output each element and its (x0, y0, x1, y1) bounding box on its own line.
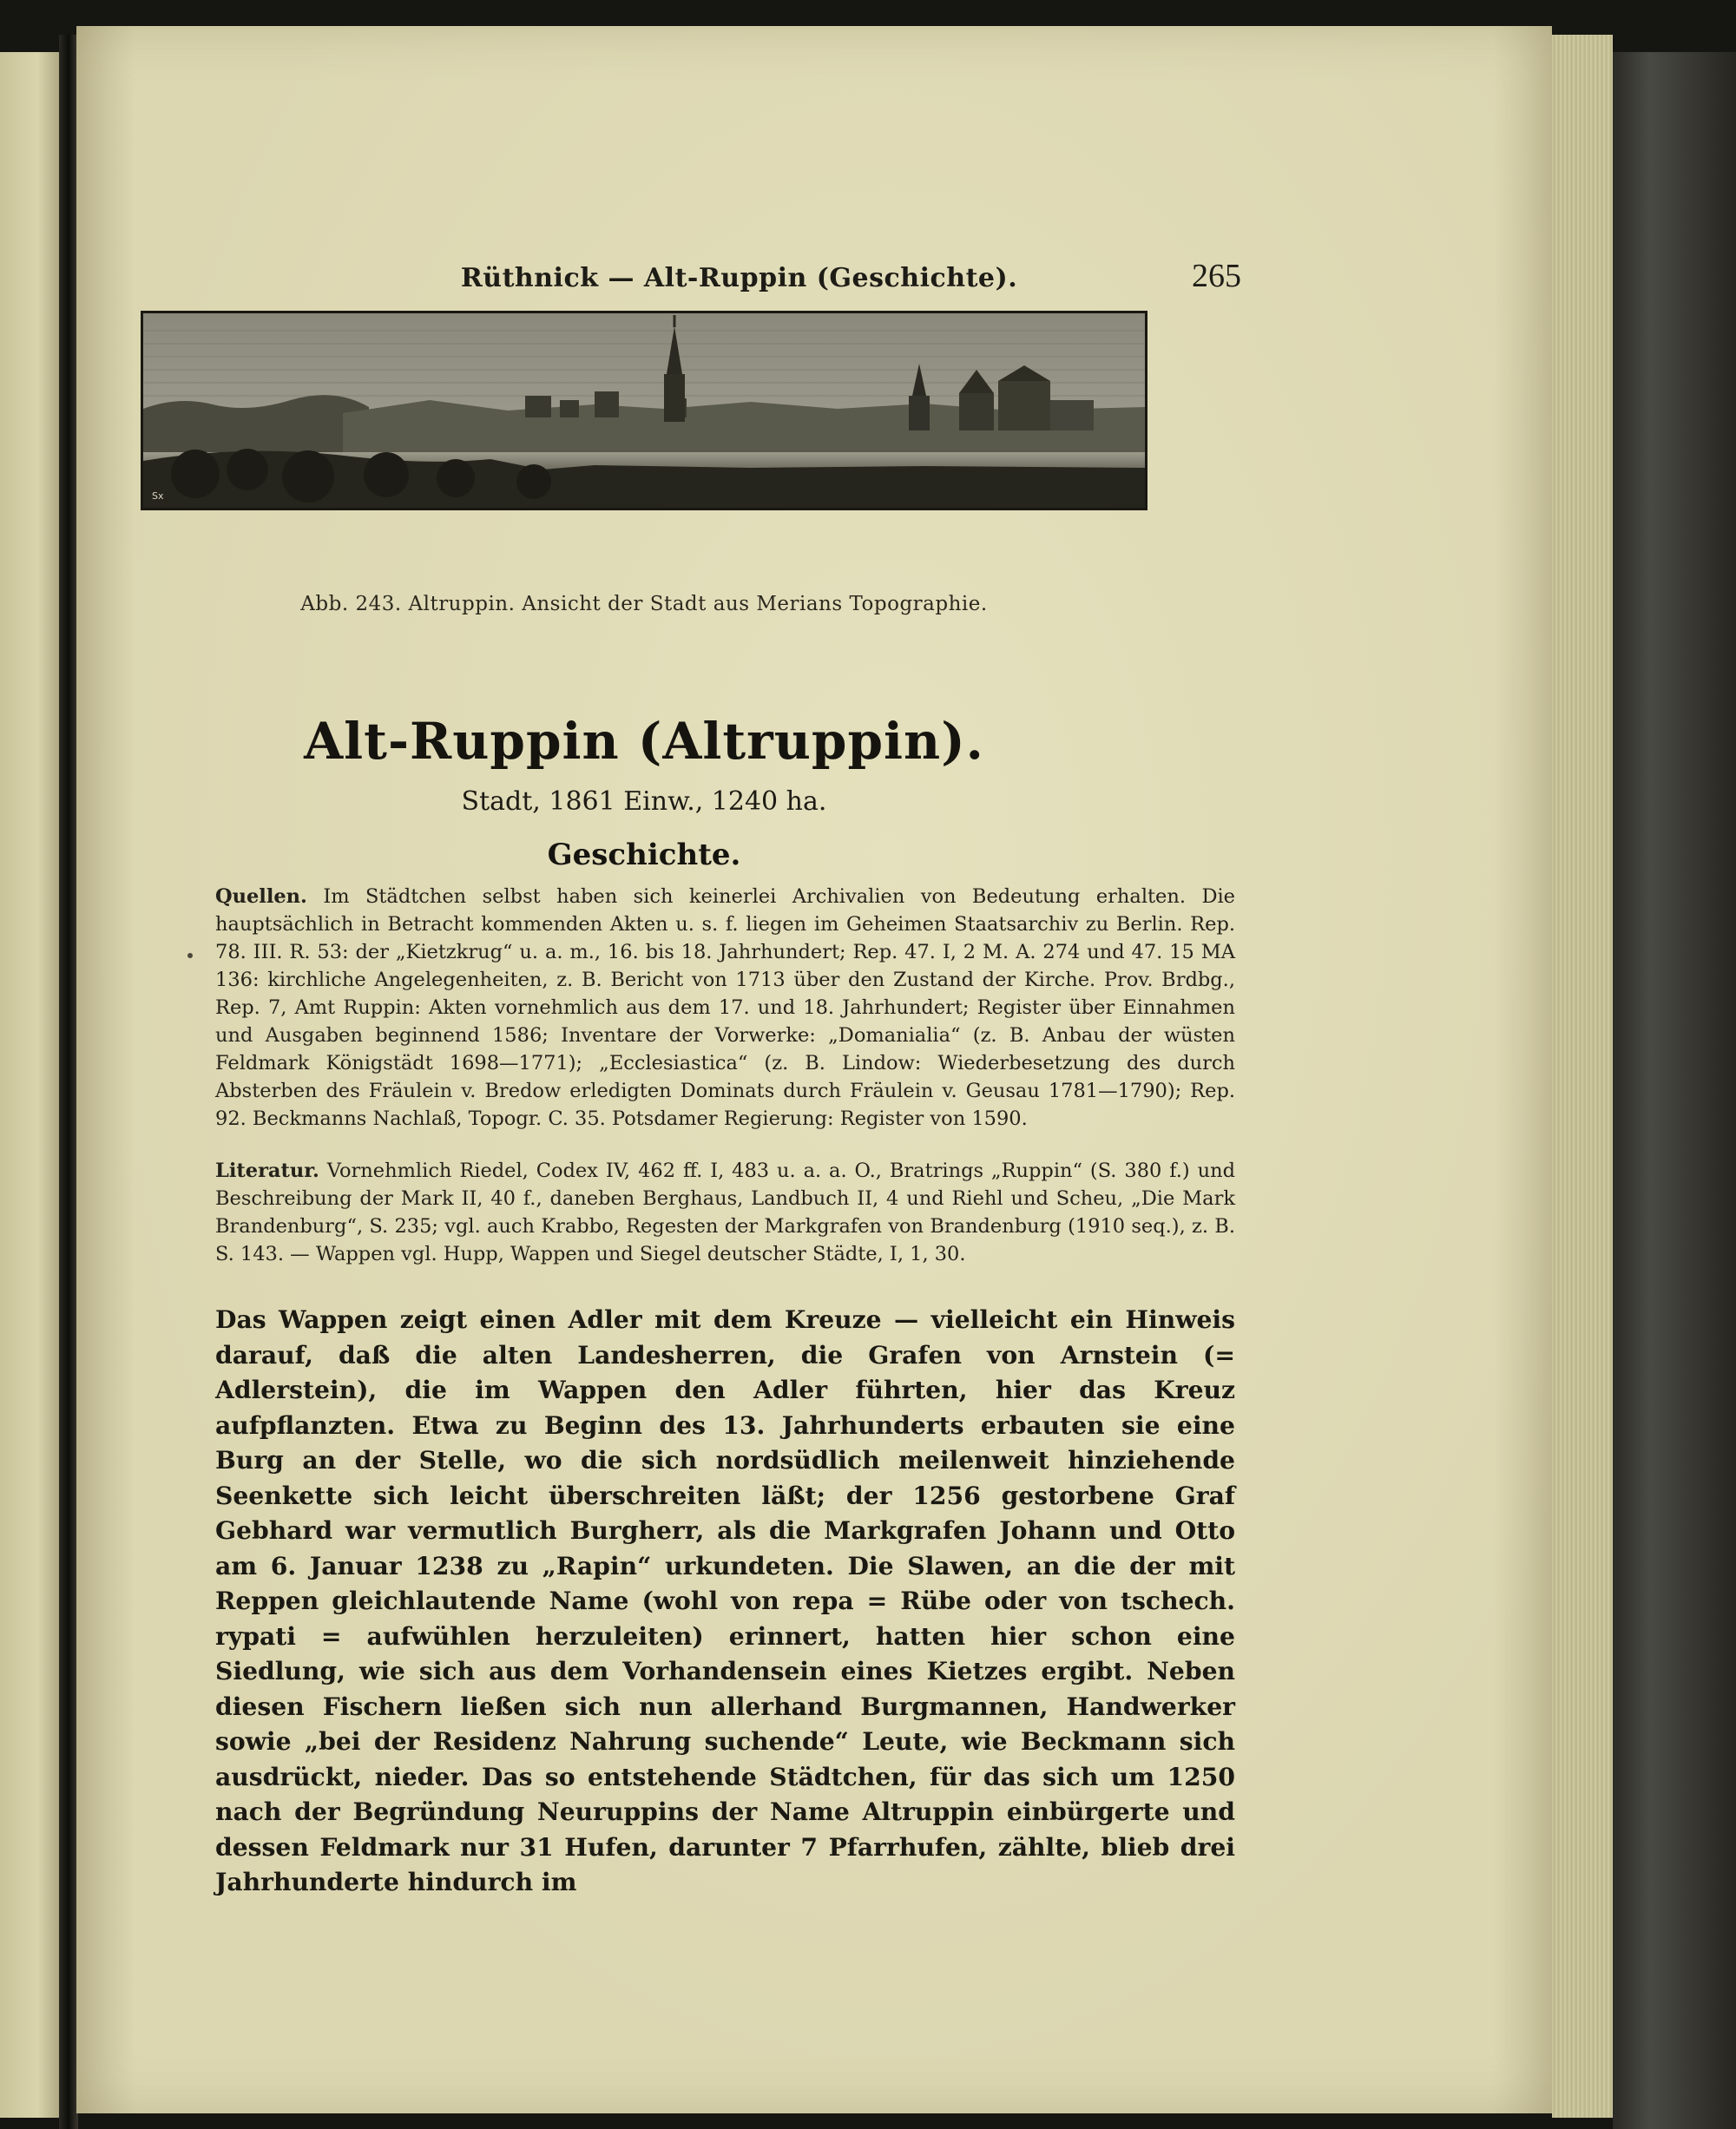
running-head-title: Rüthnick — Alt-Ruppin (Geschichte). (460, 263, 1018, 293)
literature-paragraph (215, 1157, 1235, 1268)
engraving-illustration (143, 313, 1145, 508)
literature-lead: Literatur. (215, 1160, 319, 1182)
sources-text: Im Städtchen selbst haben sich keinerlei Archivalien von Bedeutung erhalten. Die hauptsächlich in Betracht kommenden Akten u. s. f. liegen im Geheimen Staatsarchiv zu Berlin. Rep. 78. III. R. 53: der „Kietzkrug“ u. a. m., 16. bis 18. Jahrhundert; Rep. 47. I, 2 M. A. 274 und 47. 15 MA 136: kirchliche Angelegenheiten, z. B. Bericht von 1713 über den Zustand der Kirche. Prov. Brdbg., Rep. 7, Amt Ruppin: Akten vornehmlich aus dem 17. und 18. Jahrhundert; Register über Einnahmen und Ausgaben beginnend 1586; Inventare der Vorwerke: „Domanialia“ (z. B. Anbau der wüsten Feldmark Königstädt 1698—1771); „Ecclesiastica“ (z. B. Lindow: Wiederbesetzung des durch Absterben des Fräulein v. Bredow erledigten Dominats durch Fräulein v. Geusau 1781—1790); Rep. 92. Beckmanns Nachlaß, Topogr. C. 35. Potsdamer Regierung: Register von 1590. (215, 885, 1235, 1130)
article-title: Alt-Ruppin (Altruppin). (304, 712, 984, 771)
figure-caption: Abb. 243. Altruppin. Ansicht der Stadt aus Merians Topographie. (300, 593, 988, 615)
section-heading: Geschichte. (547, 838, 741, 872)
sources-lead: Quellen. (215, 885, 307, 908)
sources-paragraph (215, 883, 1235, 1133)
page-number: 265 (1192, 258, 1241, 294)
article-subtitle: Stadt, 1861 Einw., 1240 ha. (461, 786, 827, 817)
engraving-monogram: Sx (152, 490, 164, 502)
page-block-edges (1552, 35, 1613, 2118)
margin-mark (187, 953, 193, 958)
book-cover-edge (1613, 52, 1736, 2129)
literature-text: Vornehmlich Riedel, Codex IV, 462 ff. I, 483 u. a. a. O., Bratrings „Ruppin“ (S. 380 f.) und Beschreibung der Mark II, 40 f., daneben Berghaus, Landbuch II, 4 und Riehl und Scheu, „Die Mark Brandenburg“, S. 235; vgl. auch Krabbo, Regesten der Markgrafen von Brandenburg (1910 seq.), z. B. S. 143. — Wappen vgl. Hupp, Wappen und Siegel deutscher Städte, I, 1, 30. (215, 1160, 1235, 1265)
running-head (182, 257, 1241, 295)
book-gutter (59, 35, 78, 2129)
body-paragraph: Das Wappen zeigt einen Adler mit dem Kreuze — vielleicht ein Hinweis darauf, daß die alten Landesherren, die Grafen von Arnstein (= Adlerstein), die im Wappen den Adler führten, hier das Kreuz aufpflanzten. Etwa zu Beginn des 13. Jahrhunderts erbauten sie eine Burg an der Stelle, wo die sich nordsüdlich meilenweit hinziehende Seenkette sich leicht überschreiten läßt; der 1256 gestorbene Graf Gebhard war vermutlich Burgherr, als die Markgrafen Johann und Otto am 6. Januar 1238 zu „Rapin“ urkundeten. Die Slawen, an die der mit Reppen gleichlautende Name (wohl von repa = Rübe oder von tschech. rypati = aufwühlen herzuleiten) erinnert, hatten hier schon eine Siedlung, wie sich aus dem Vorhandensein eines Kietzes ergibt. Neben diesen Fischern ließen sich nun allerhand Burgmannen, Handwerker sowie „bei der Residenz Nahrung suchende“ Leute, wie Beckmann sich ausdrückt, nieder. Das so entstehende Städtchen, für das sich um 1250 nach der Begründung Neuruppins der Name Altruppin einbürgerte und dessen Feldmark nur 31 Hufen, darunter 7 Pfarrhufen, zählte, blieb drei Jahrhunderte hindurch im (215, 1305, 1235, 1896)
facing-page-edge (0, 52, 62, 2118)
engraving-altruppin-view (141, 311, 1147, 510)
